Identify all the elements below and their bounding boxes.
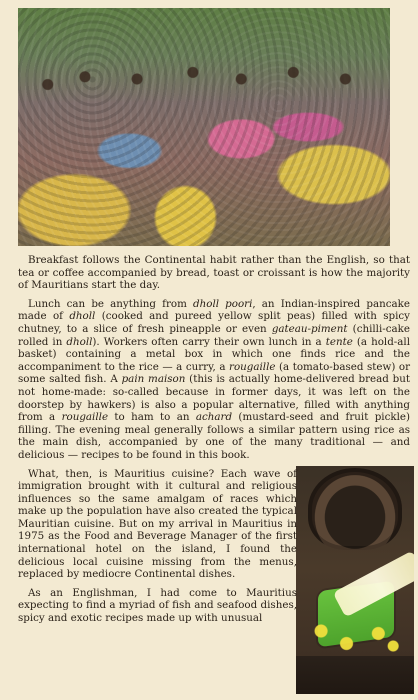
paragraph-englishman	[18, 587, 297, 625]
lunch-text-4: (chilli-cake rolled in	[18, 322, 410, 348]
statue-base	[296, 656, 414, 694]
paragraph-englishman-text: As an Englishman, I had come to Mauritius expecting to find a myriad of fish and seafood dishes, spicy and exotic recipes made up with unusual	[18, 586, 297, 625]
term-pain-maison: pain maison	[121, 373, 186, 386]
lunch-text-5: ). Workers often carry their own lunch in a	[92, 335, 326, 348]
term-dholl-poori: dholl poori	[193, 297, 253, 310]
lunch-text-3: (cooked and pureed yellow split peas) filled with spicy chutney, to a slice of fresh pineapple or even	[18, 310, 410, 335]
lunch-text-2: , an Indian-inspired pancake made of	[18, 297, 410, 323]
term-dholl-2: dholl	[66, 335, 93, 348]
term-achard: achard	[195, 411, 233, 424]
paragraph-breakfast-text: Breakfast follows the Continental habit rather than the English, so that tea or coffee accompanied by bread, toast or croissant is how the majority of Mauritians start the day.	[18, 254, 410, 292]
lunch-text-6: (a hold-all basket) containing a metal box in which one finds rice and the accompaniment to the rice — a curry, a	[18, 335, 410, 373]
lunch-text-10: (mustard-seed and fruit pickle) filling. The evening meal generally follows a similar pattern using rice as the main dish, accompanied by one of the many traditional — and delicious — recipes to be found in this book.	[18, 411, 411, 461]
crowd-area	[18, 46, 390, 156]
article-text	[18, 254, 410, 625]
lunch-text-1: Lunch can be anything from	[28, 297, 194, 310]
paragraph-cuisine	[18, 468, 297, 581]
term-rougaille-2: rougaille	[61, 411, 109, 424]
term-rougaille: rougaille	[229, 360, 276, 373]
paragraph-cuisine-text: What, then, is Mauritius cuisine? Each wave of immigration brought with it cultural and religious influences so the same amalgam of races which make up the population have also created the typical Mauritian cuisine. But on my arrival in Mauritius in 1975 as the Food and Beverage Manager of the first international hotel on the island, I found the delicious local cuisine missing from the menus, replaced by mediocre Continental dishes.	[18, 467, 297, 581]
term-gateau-piment: gateau-piment	[271, 322, 348, 335]
crowd-with-garlands-photo	[18, 8, 390, 246]
term-dholl: dholl	[69, 310, 96, 323]
paragraph-lunch	[18, 298, 410, 462]
lunch-text-8: (this is actually home-delivered bread but not home-made: so-called because in former days, it was left on the doorstep by hawkers) is also a popular alternative, filled with anything from a	[18, 373, 410, 424]
term-tente: tente	[325, 335, 353, 348]
lunch-text-7: (a tomato-based stew) or some salted fish. A	[18, 360, 410, 386]
paragraph-breakfast	[18, 254, 410, 292]
lunch-text-9: to ham to an	[108, 411, 196, 424]
